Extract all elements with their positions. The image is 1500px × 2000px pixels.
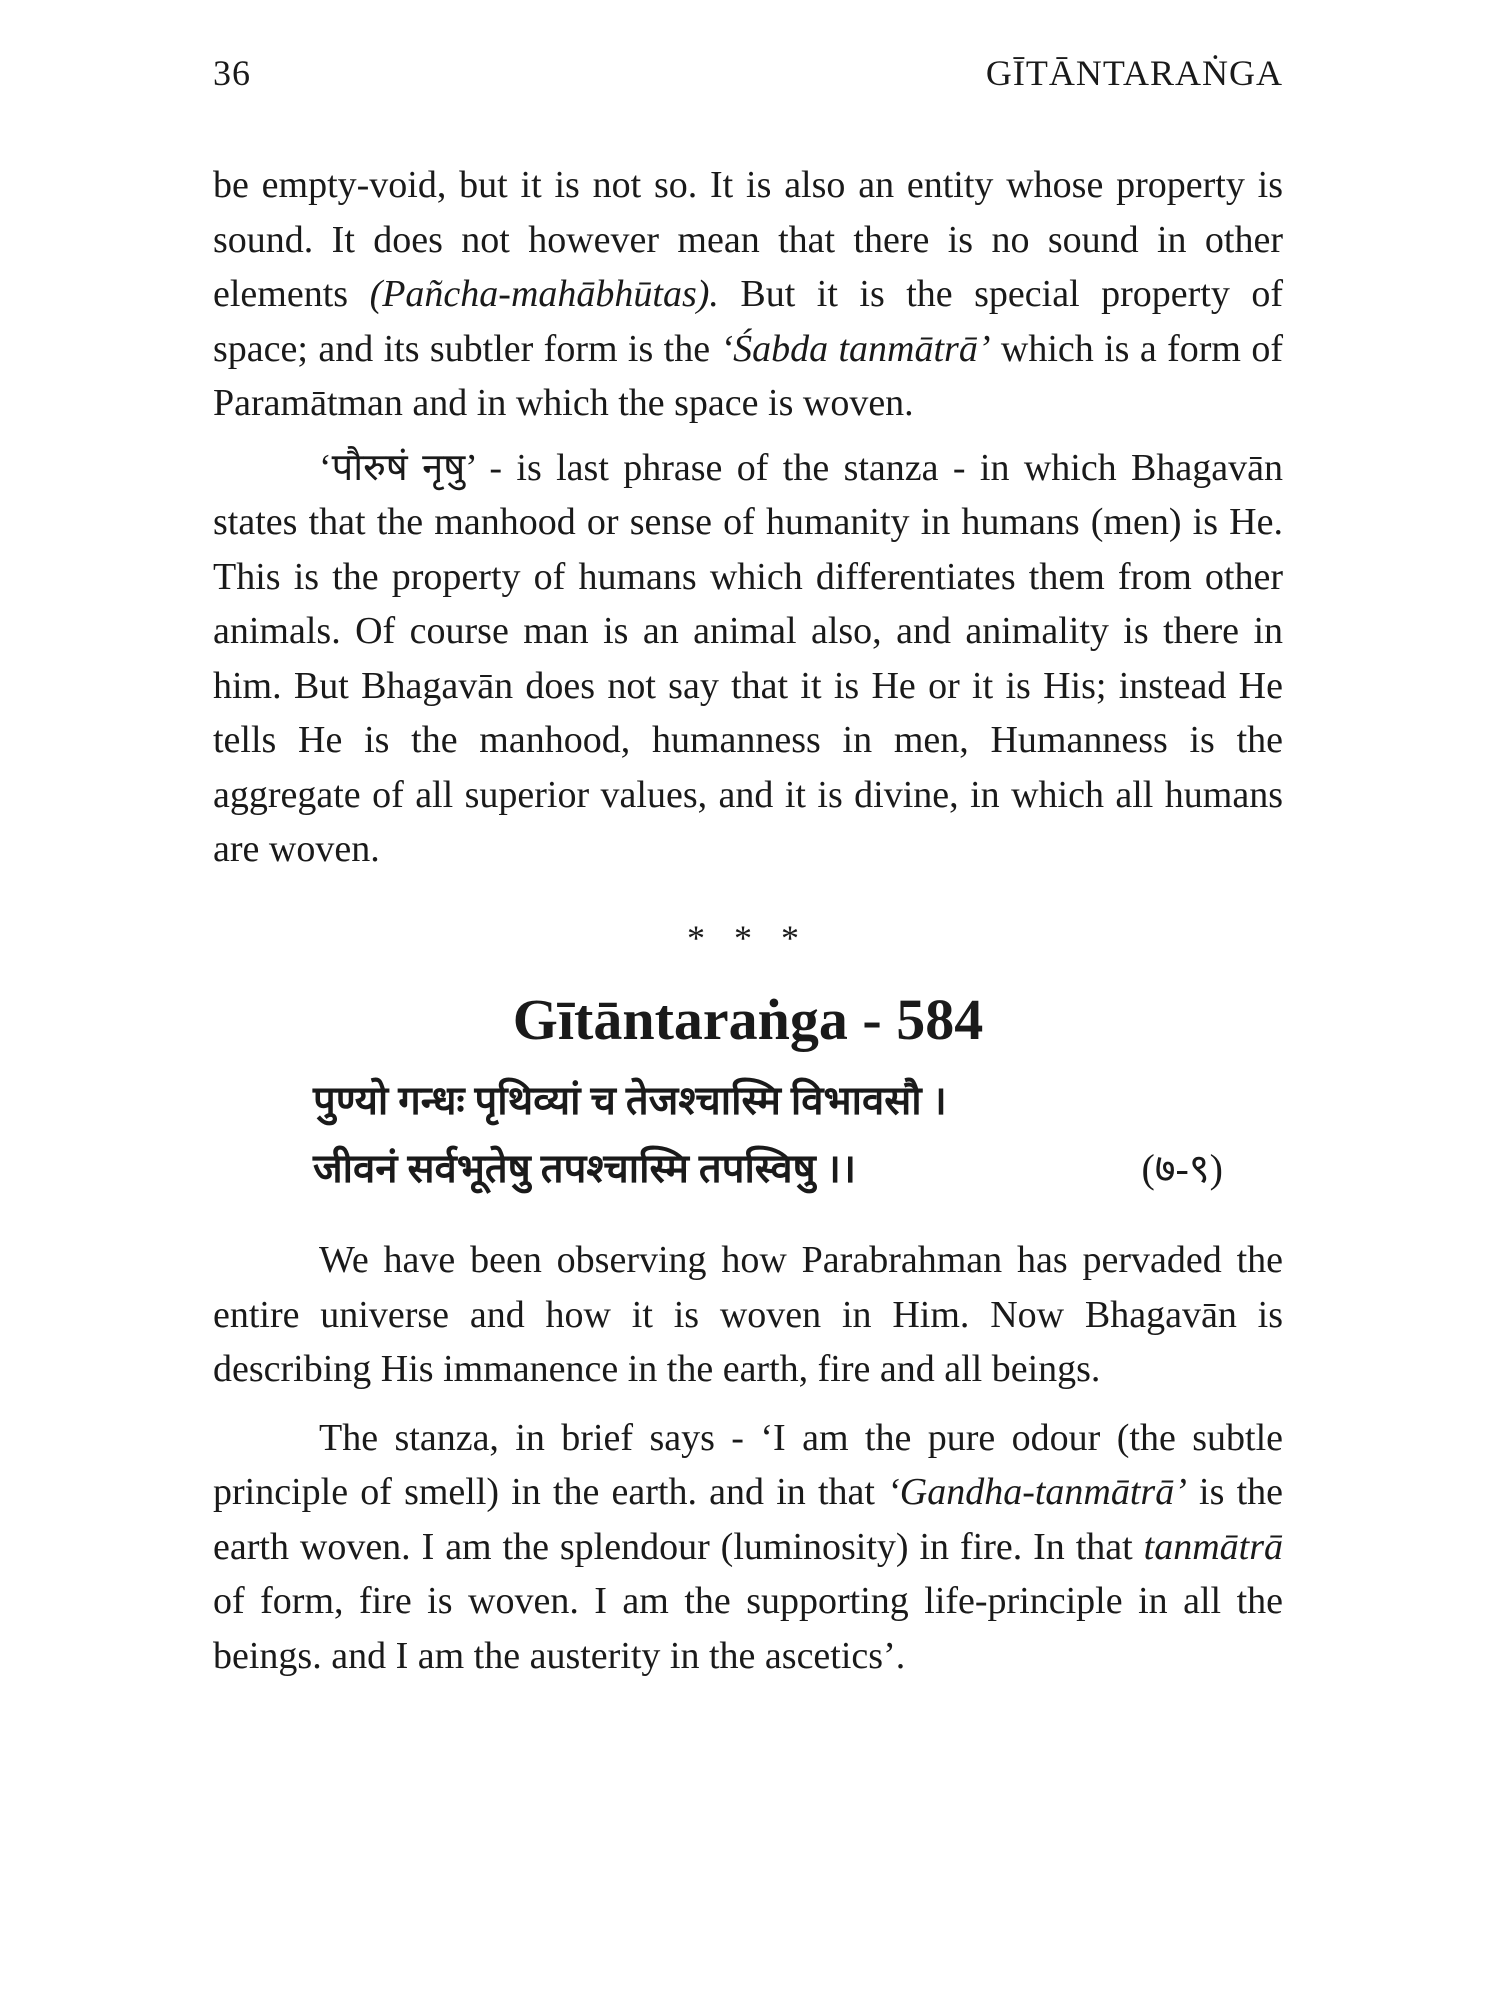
paragraph-2 (213, 441, 1283, 877)
paragraph-1-text-c: which is a form of Paramātman and in which the space is woven. (213, 327, 1284, 424)
running-title: GĪTĀNTARAṄGA (985, 53, 1283, 93)
verse-reference: (७-९) (1141, 1146, 1223, 1191)
sanskrit-verse (313, 1067, 1223, 1203)
verse-line-2: जीवनं सर्वभूतेषु तपश्चास्मि तपस्विषु ।। (313, 1146, 857, 1191)
paragraph-3 (213, 1233, 1283, 1397)
paragraph-4-text-c: of form, fire is woven. I am the supporting life-principle in all the beings. and I am the austerity in the ascetics’. (213, 1580, 1283, 1677)
paragraph-4-italic-a: ‘Gandha-tanmātrā’ (887, 1471, 1187, 1513)
verse-line-1: पुण्यो गन्धः पृथिव्यां च तेजश्चास्मि विभावसौ । (313, 1078, 947, 1123)
paragraph-1-text-a: be empty-void, but it is not so. It is also an entity whose property is sound. It does not however mean that there is no sound in other elements (213, 164, 1283, 315)
paragraph-3-text: We have been observing how Parabrahman has pervaded the entire universe and how it is woven in Him. Now Bhagavān is describing His immanence in the earth, fire and all beings. (213, 1239, 1283, 1390)
paragraph-1-italic-b: ‘Śabda tanmātrā’ (720, 327, 991, 370)
paragraph-1-italic-a: (Pañcha-mahābhūtas). (369, 273, 719, 315)
section-divider: * * * (687, 917, 809, 958)
paragraph-4-italic-b: tanmātrā (1143, 1525, 1283, 1568)
paragraph-4-text-b: is the earth woven. I am the splendour (luminosity) in fire. In that (213, 1471, 1283, 1568)
section-title: Gītāntaraṅga - 584 (512, 987, 984, 1052)
page-header (213, 52, 1283, 112)
paragraph-1-text-b: But it is the special property of space; and its subtler form is the (213, 273, 1284, 370)
verse-line-2-wrapper (313, 1135, 1223, 1203)
page-number: 36 (213, 53, 251, 93)
paragraph-2-text: ‘पौरुषं नृषु’ - is last phrase of the stanza - in which Bhagavān states that the manhood or sense of humanity in humans (men) is He. This is the property of humans which differentiates them from other animals. Of course man is an animal also, and animality is there in him. But Bhagavān does not say that it is He or it is His; instead He tells He is the manhood, humanness in men, Humanness is the aggregate of all superior values, and it is divine, in which all humans are woven. (213, 446, 1283, 870)
paragraph-4-text-a: The stanza, in brief says - ‘I am the pure odour (the subtle principle of smell) in the earth. and in that (213, 1416, 1283, 1513)
page-body (213, 158, 1283, 1683)
paragraph-4 (213, 1411, 1283, 1684)
paragraph-1 (213, 158, 1283, 431)
